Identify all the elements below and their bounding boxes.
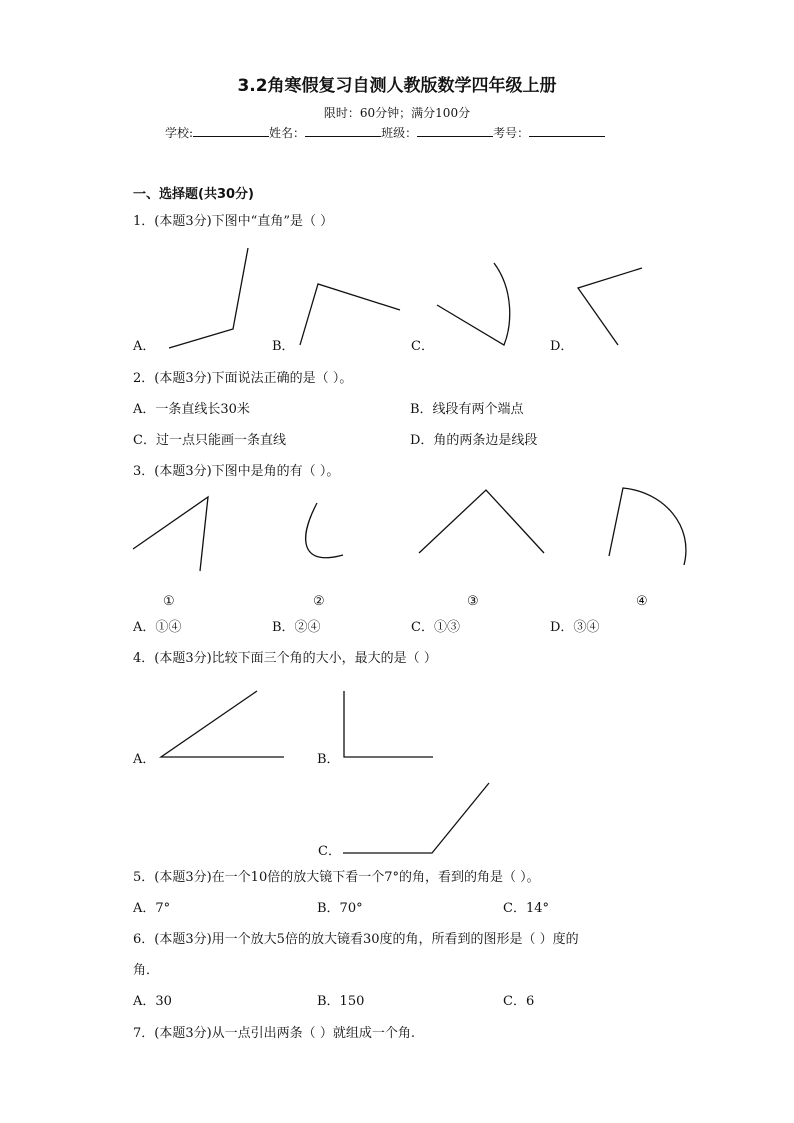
q6-option-b[interactable]: B．150	[317, 994, 365, 1009]
question-4-stem: 4．(本题3分)比较下面三个角的大小，最大的是（ ）	[133, 651, 437, 666]
q3-figure-label-3: ③	[467, 594, 479, 609]
page-title: 3.2角寒假复习自测人教版数学四年级上册	[237, 76, 557, 96]
q2-option-a[interactable]: A．一条直线长30米	[133, 402, 250, 417]
q4-option-c[interactable]: C．	[318, 844, 341, 859]
q3-option-c[interactable]: C．①③	[411, 620, 460, 635]
q3-figure-2-curve	[306, 503, 343, 558]
q1-option-b[interactable]: B．	[272, 339, 295, 354]
q4-figure-a-angle	[161, 691, 284, 757]
q3-option-d[interactable]: D．③④	[550, 620, 600, 635]
q1-figure-a-angle	[169, 248, 248, 348]
exam-subtitle: 限时：60分钟；满分100分	[323, 106, 471, 120]
q5-option-a[interactable]: A．7°	[133, 901, 171, 916]
name-label: 姓名：	[269, 126, 306, 140]
q4-option-a[interactable]: A．	[133, 752, 156, 767]
q5-option-c[interactable]: C．14°	[503, 901, 549, 916]
section-heading: 一、选择题(共30分)	[133, 187, 254, 202]
q2-option-d[interactable]: D．角的两条边是线段	[410, 433, 538, 448]
question-3-stem: 3．(本题3分)下图中是角的有（ ）。	[133, 464, 340, 479]
q3-figure-4-curved-shape	[609, 488, 686, 565]
q3-figure-label-2: ②	[313, 594, 325, 609]
q1-option-d[interactable]: D．	[550, 339, 574, 354]
q3-figure-3-angle	[419, 490, 544, 553]
question-7-stem: 7．(本题3分)从一点引出两条（ ）就组成一个角.	[133, 1026, 415, 1041]
q1-option-c[interactable]: C．	[411, 339, 434, 354]
q6-option-a[interactable]: A．30	[133, 994, 172, 1009]
q2-option-c[interactable]: C．过一点只能画一条直线	[133, 433, 286, 448]
q3-option-b[interactable]: B．②④	[272, 620, 321, 635]
q1-figure-d-angle	[578, 268, 642, 345]
question-5-stem: 5．(本题3分)在一个10倍的放大镜下看一个7°的角，看到的角是（ ）。	[133, 870, 540, 885]
q4-option-b[interactable]: B．	[317, 752, 340, 767]
school-label: 学校:	[165, 126, 194, 140]
q1-figure-b-angle	[300, 284, 400, 345]
q4-figure-b-right-angle	[344, 691, 433, 757]
question-6-stem-line-1: 6．(本题3分)用一个放大5倍的放大镜看30度的角，所看到的图形是（ ）度的	[133, 932, 579, 947]
q1-figure-c-curved-shape	[437, 263, 510, 345]
q3-figure-1-angle	[133, 497, 208, 571]
q5-option-b[interactable]: B．70°	[317, 901, 363, 916]
q3-option-a[interactable]: A．①④	[133, 620, 182, 635]
q6-option-c[interactable]: C．6	[503, 994, 535, 1009]
q3-figure-label-1: ①	[163, 594, 175, 609]
q3-figure-label-4: ④	[636, 594, 648, 609]
class-label: 班级：	[381, 126, 418, 140]
question-2-stem: 2．(本题3分)下面说法正确的是（ ）。	[133, 371, 353, 386]
q2-option-b[interactable]: B．线段有两个端点	[410, 402, 524, 417]
question-6-stem-line-2: 角．	[133, 963, 160, 978]
q4-figure-c-obtuse-angle	[343, 783, 489, 853]
q1-option-a[interactable]: A．	[133, 339, 156, 354]
exam-no-label: 考号：	[493, 126, 530, 140]
question-1-stem: 1．(本题3分)下图中“直角”是（ ）	[133, 214, 334, 229]
